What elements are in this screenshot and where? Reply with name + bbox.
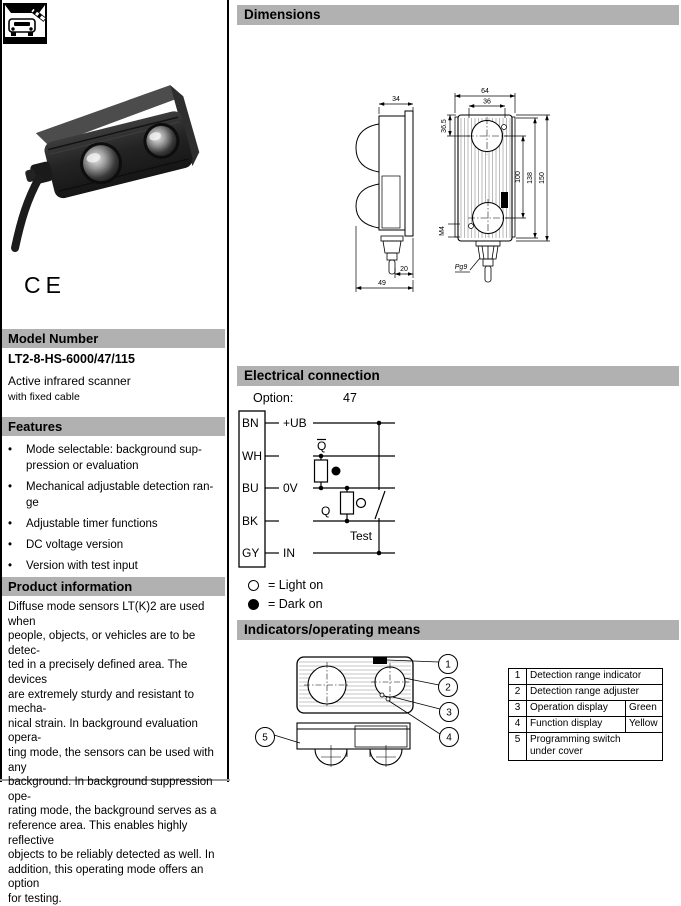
terminal-in: IN — [283, 546, 295, 560]
wire-bk: BK — [242, 514, 259, 528]
bullet-icon: • — [8, 560, 13, 572]
filled-circle-icon — [248, 599, 259, 610]
dim-m4: M4 — [439, 226, 446, 236]
dim-36: 36 — [483, 98, 491, 106]
wiring-diagram — [237, 403, 449, 575]
callout-5: 5 — [262, 732, 268, 744]
feature-item: • Adjustable timer functions — [8, 518, 158, 530]
ce-mark: CE — [24, 272, 66, 298]
table-row: 5 Programming switch under cover — [509, 733, 663, 761]
dim-34: 34 — [392, 96, 400, 103]
model-variant: with fixed cable — [8, 391, 80, 403]
dim-20: 20 — [400, 266, 408, 273]
terminal-ub: +UB — [283, 416, 307, 430]
table-row: 4 Function display Yellow — [509, 717, 663, 733]
wire-gy: GY — [242, 546, 260, 560]
indicators-header: Indicators/operating means — [237, 620, 679, 640]
dim-150: 150 — [539, 172, 546, 184]
feature-item: • Mode selectable: background sup- pression or evaluation — [8, 444, 202, 472]
product-info-header: Product information — [2, 577, 225, 596]
q-label: Q — [321, 504, 331, 518]
features-list — [8, 442, 222, 579]
column-separator — [227, 0, 229, 782]
dim-36-5: 36.5 — [441, 119, 448, 133]
dim-100: 100 — [515, 171, 522, 183]
bullet-icon: • — [8, 539, 13, 551]
callout-1: 1 — [445, 659, 451, 671]
wire-wh: WH — [242, 449, 262, 463]
model-number-value: LT2-8-HS-6000/47/115 — [8, 352, 135, 366]
bullet-icon: • — [8, 481, 13, 493]
wire-bn: BN — [242, 416, 259, 430]
table-row: 2 Detection range adjuster — [509, 685, 663, 701]
dim-138: 138 — [527, 172, 534, 184]
test-label: Test — [350, 529, 373, 543]
legend-light-on: = Light on — [248, 578, 323, 592]
callout-2: 2 — [445, 682, 451, 694]
open-circle-icon — [248, 580, 259, 591]
legend-dark-on: = Dark on — [248, 597, 323, 611]
table-row: 1 Detection range indicator — [509, 669, 663, 685]
model-description: Active infrared scanner — [8, 374, 131, 388]
wire-bu: BU — [242, 481, 259, 495]
option-value: 47 — [343, 391, 357, 405]
electrical-header: Electrical connection — [237, 366, 679, 386]
callout-3: 3 — [446, 707, 452, 719]
feature-item: • Version with test input — [8, 560, 138, 572]
dim-64: 64 — [481, 88, 489, 95]
indicators-drawing — [243, 645, 473, 780]
feature-item: • DC voltage version — [8, 539, 124, 551]
option-label: Option: — [253, 391, 294, 405]
callout-4: 4 — [446, 732, 452, 744]
bullet-icon: • — [8, 444, 13, 456]
dim-49: 49 — [378, 280, 386, 287]
features-header: Features — [2, 417, 225, 436]
dimensions-header: Dimensions — [237, 5, 679, 25]
product-photo — [5, 42, 220, 267]
bullet-icon: • — [8, 518, 13, 530]
table-row: 3 Operation display Green — [509, 701, 663, 717]
model-number-header: Model Number — [2, 329, 225, 348]
indicators-table — [508, 668, 663, 761]
page-left-border — [0, 0, 2, 782]
dimensions-drawing — [348, 80, 593, 315]
vehicle-detection-icon — [3, 3, 47, 44]
product-info-text: Diffuse mode sensors LT(K)2 are used when people, objects, or vehicles are to be detec- ted in a precisely defined area. The devices are extremely sturdy and resistant to mecha- nical strain. In background evaluation opera- ting mode, the sensors can be used with any background. In background suppression ope- rating mode, the background serves as a reference area. This enables highly reflective objects to be reliably detected as well. In addition, this operating mode offers an option for testing. — [8, 601, 217, 905]
feature-item: • Mechanical adjustable detection ran- ge — [8, 481, 214, 509]
terminal-0v: 0V — [283, 481, 298, 495]
q-bar-label: Q — [317, 439, 327, 453]
dim-pg9: Pg9 — [454, 264, 468, 271]
